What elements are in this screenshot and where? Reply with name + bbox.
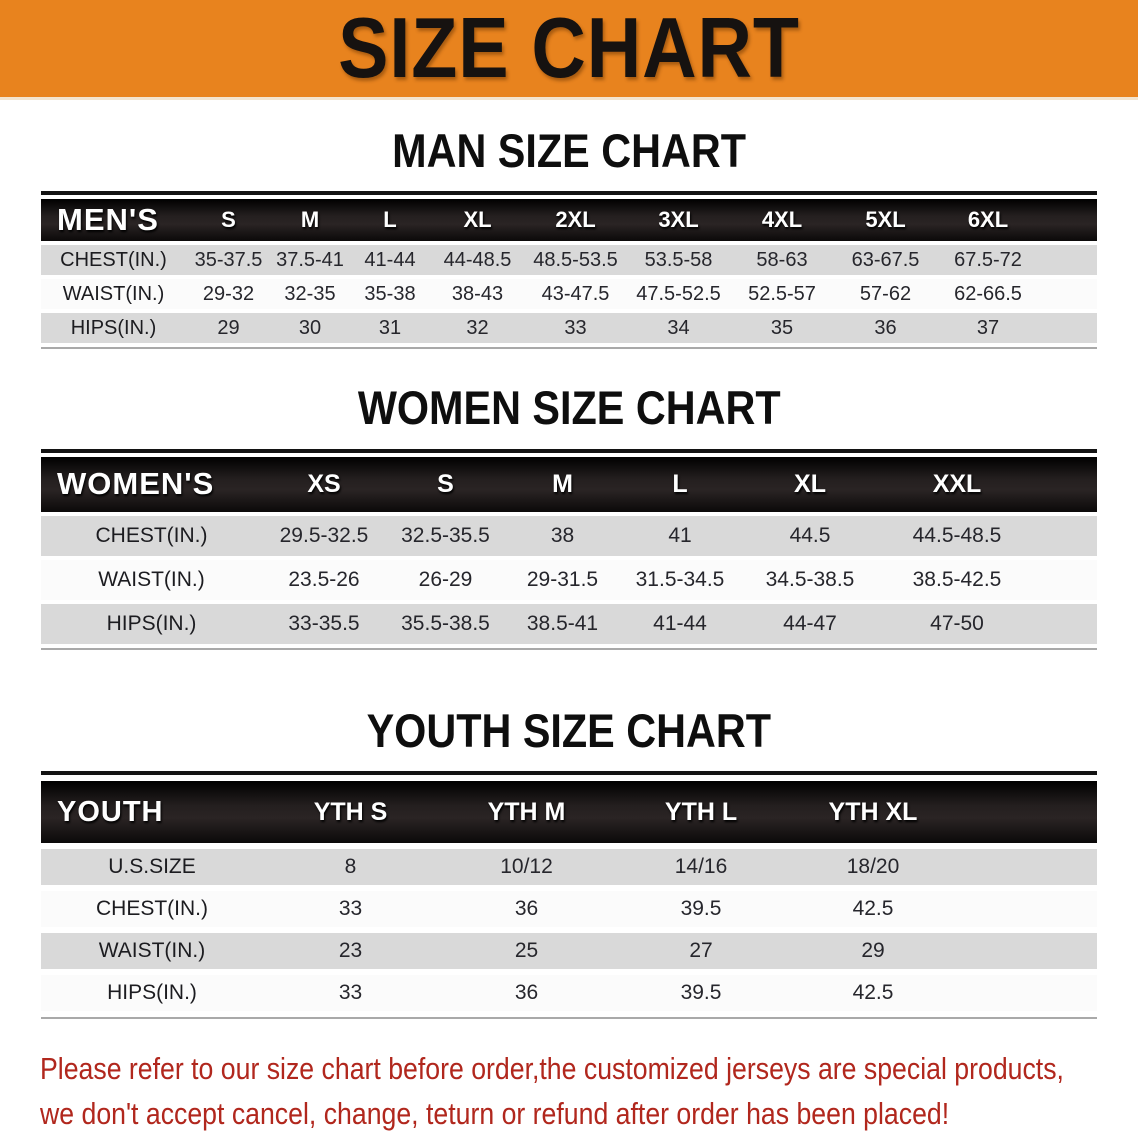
page-title: SIZE CHART xyxy=(338,0,800,96)
cell: 27 xyxy=(615,933,787,969)
cell: 31 xyxy=(349,313,431,343)
cell: 33-35.5 xyxy=(262,604,386,644)
cell: 34.5-38.5 xyxy=(740,560,880,600)
women-header-row xyxy=(41,457,1097,512)
men-heading xyxy=(0,126,1138,175)
row-label: WAIST(IN.) xyxy=(41,279,186,309)
cell: 44-47 xyxy=(740,604,880,644)
men-col-3xl: 3XL xyxy=(627,199,730,241)
youth-waist-row xyxy=(41,933,1097,969)
youth-section xyxy=(0,703,1138,1019)
men-table-wrap xyxy=(41,191,1097,349)
youth-header-row xyxy=(41,781,1097,843)
youth-heading xyxy=(0,703,1138,757)
men-col-6xl: 6XL xyxy=(937,199,1039,241)
cell: 47-50 xyxy=(880,604,1034,644)
cell: 42.5 xyxy=(787,891,959,927)
youth-col-xl: YTH XL xyxy=(787,781,959,843)
cell: 14/16 xyxy=(615,849,787,885)
women-heading-text: WOMEN SIZE CHART xyxy=(357,381,781,435)
youth-col-s: YTH S xyxy=(263,781,438,843)
cell: 33 xyxy=(524,313,627,343)
cell: 35-38 xyxy=(349,279,431,309)
cell: 44-48.5 xyxy=(431,245,524,275)
men-col-xl: XL xyxy=(431,199,524,241)
cell: 29 xyxy=(787,933,959,969)
youth-col-filler xyxy=(959,781,1097,843)
men-col-2xl: 2XL xyxy=(524,199,627,241)
men-waist-row xyxy=(41,279,1097,309)
women-col-xs: XS xyxy=(262,457,386,512)
cell: 48.5-53.5 xyxy=(524,245,627,275)
cell: 44.5 xyxy=(740,516,880,556)
men-col-4xl: 4XL xyxy=(730,199,834,241)
cell: 23.5-26 xyxy=(262,560,386,600)
cell: 29.5-32.5 xyxy=(262,516,386,556)
cell-filler xyxy=(959,849,1097,885)
cell: 41 xyxy=(620,516,740,556)
men-section xyxy=(0,126,1138,349)
cell: 32.5-35.5 xyxy=(386,516,505,556)
youth-heading-text: YOUTH SIZE CHART xyxy=(366,703,772,757)
cell: 58-63 xyxy=(730,245,834,275)
cell: 39.5 xyxy=(615,975,787,1011)
women-table-label: WOMEN'S xyxy=(41,457,262,512)
row-label: WAIST(IN.) xyxy=(41,933,263,969)
cell: 29-32 xyxy=(186,279,271,309)
women-waist-row xyxy=(41,560,1097,600)
cell: 35-37.5 xyxy=(186,245,271,275)
row-label: CHEST(IN.) xyxy=(41,245,186,275)
women-hips-row xyxy=(41,604,1097,644)
women-heading xyxy=(0,381,1138,435)
youth-col-l: YTH L xyxy=(615,781,787,843)
cell: 41-44 xyxy=(620,604,740,644)
cell-filler xyxy=(1039,313,1097,343)
cell: 57-62 xyxy=(834,279,937,309)
row-label: HIPS(IN.) xyxy=(41,313,186,343)
row-label: WAIST(IN.) xyxy=(41,560,262,600)
men-table-label: MEN'S xyxy=(41,199,186,241)
women-section xyxy=(0,383,1138,649)
cell: 35 xyxy=(730,313,834,343)
row-label: CHEST(IN.) xyxy=(41,891,263,927)
row-label: HIPS(IN.) xyxy=(41,975,263,1011)
cell: 44.5-48.5 xyxy=(880,516,1034,556)
cell: 29 xyxy=(186,313,271,343)
cell: 42.5 xyxy=(787,975,959,1011)
cell-filler xyxy=(959,891,1097,927)
disclaimer-line2: we don't accept cancel, change, teturn or refund after order has been placed! xyxy=(40,1095,950,1131)
men-header-row xyxy=(41,199,1097,241)
disclaimer xyxy=(40,1047,1138,1137)
cell: 33 xyxy=(263,891,438,927)
women-chest-row xyxy=(41,516,1097,556)
cell: 39.5 xyxy=(615,891,787,927)
youth-ussize-row xyxy=(41,849,1097,885)
cell-filler xyxy=(1039,245,1097,275)
cell: 31.5-34.5 xyxy=(620,560,740,600)
cell: 34 xyxy=(627,313,730,343)
cell: 32-35 xyxy=(271,279,349,309)
men-col-m: M xyxy=(271,199,349,241)
women-col-xxl: XXL xyxy=(880,457,1034,512)
women-col-m: M xyxy=(505,457,620,512)
men-col-filler xyxy=(1039,199,1097,241)
cell: 38.5-41 xyxy=(505,604,620,644)
cell: 25 xyxy=(438,933,615,969)
youth-hips-row xyxy=(41,975,1097,1011)
men-size-table xyxy=(41,195,1097,347)
cell: 36 xyxy=(834,313,937,343)
men-chest-row xyxy=(41,245,1097,275)
cell: 30 xyxy=(271,313,349,343)
cell: 38.5-42.5 xyxy=(880,560,1034,600)
youth-col-m: YTH M xyxy=(438,781,615,843)
youth-table-wrap xyxy=(41,771,1097,1019)
youth-size-table xyxy=(41,775,1097,1017)
cell: 67.5-72 xyxy=(937,245,1039,275)
women-col-xl: XL xyxy=(740,457,880,512)
cell: 10/12 xyxy=(438,849,615,885)
cell: 18/20 xyxy=(787,849,959,885)
cell-filler xyxy=(959,933,1097,969)
cell: 52.5-57 xyxy=(730,279,834,309)
row-label: HIPS(IN.) xyxy=(41,604,262,644)
men-hips-row xyxy=(41,313,1097,343)
cell: 37 xyxy=(937,313,1039,343)
cell: 38-43 xyxy=(431,279,524,309)
women-col-s: S xyxy=(386,457,505,512)
cell: 38 xyxy=(505,516,620,556)
row-label: U.S.SIZE xyxy=(41,849,263,885)
women-size-table xyxy=(41,453,1097,648)
cell-filler xyxy=(959,975,1097,1011)
cell-filler xyxy=(1034,560,1097,600)
cell: 36 xyxy=(438,975,615,1011)
cell-filler xyxy=(1034,604,1097,644)
men-heading-text: MAN SIZE CHART xyxy=(392,124,746,177)
women-col-l: L xyxy=(620,457,740,512)
cell: 33 xyxy=(263,975,438,1011)
youth-chest-row xyxy=(41,891,1097,927)
cell: 23 xyxy=(263,933,438,969)
cell: 63-67.5 xyxy=(834,245,937,275)
cell: 41-44 xyxy=(349,245,431,275)
cell: 37.5-41 xyxy=(271,245,349,275)
cell: 43-47.5 xyxy=(524,279,627,309)
cell: 35.5-38.5 xyxy=(386,604,505,644)
cell: 32 xyxy=(431,313,524,343)
cell-filler xyxy=(1034,516,1097,556)
cell: 36 xyxy=(438,891,615,927)
men-col-s: S xyxy=(186,199,271,241)
men-col-5xl: 5XL xyxy=(834,199,937,241)
cell: 53.5-58 xyxy=(627,245,730,275)
women-col-filler xyxy=(1034,457,1097,512)
men-col-l: L xyxy=(349,199,431,241)
row-label: CHEST(IN.) xyxy=(41,516,262,556)
cell: 29-31.5 xyxy=(505,560,620,600)
women-table-wrap xyxy=(41,449,1097,650)
disclaimer-line1: Please refer to our size chart before order,the customized jerseys are special products, xyxy=(40,1051,1064,1087)
cell: 62-66.5 xyxy=(937,279,1039,309)
youth-table-label: YOUTH xyxy=(41,781,263,843)
cell-filler xyxy=(1039,279,1097,309)
title-banner xyxy=(0,0,1138,100)
cell: 47.5-52.5 xyxy=(627,279,730,309)
cell: 26-29 xyxy=(386,560,505,600)
cell: 8 xyxy=(263,849,438,885)
